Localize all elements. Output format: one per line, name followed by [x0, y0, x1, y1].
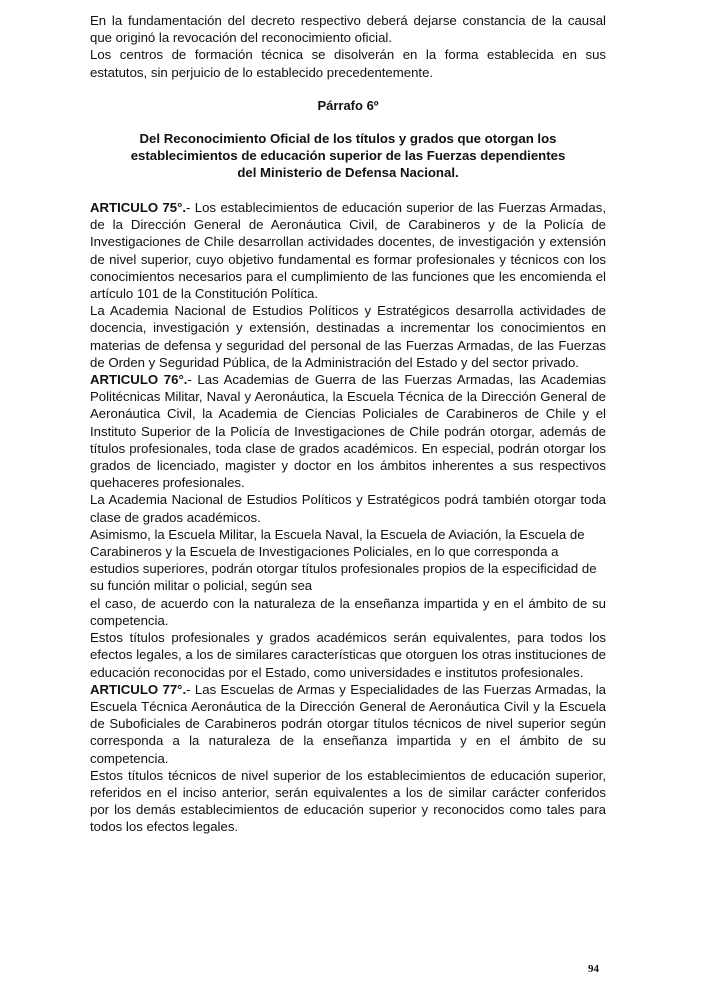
article-76-paragraph-3a: Asimismo, la Escuela Militar, la Escuela Naval, la Escuela de Aviación, la Escuela de Carabineros y la Escuela de Investigaciones Policiales, en lo que corresponda a estudios superiores, podrán otorgar títulos profesionales propios de la especificidad de su función militar o policial, según sea [90, 526, 597, 594]
article-77-paragraph-1 [90, 681, 606, 767]
article-75-label: ARTICULO 75°. [90, 200, 187, 216]
article-75-paragraph-2: La Academia Nacional de Estudios Políticos y Estratégicos desarrolla actividades de docencia, investigación y extensión, destinadas a incrementar los conocimientos en materias de defensa y seguridad del personal de las Fuerzas Armadas, de las Fuerzas de Orden y Seguridad Pública, de la Administración del Estado y del sector privado. [90, 303, 606, 370]
article-76-label: ARTICULO 76°. [90, 372, 188, 388]
section-heading: Párrafo 6º [317, 97, 379, 113]
intro-paragraph-1: En la fundamentación del decreto respectivo deberá dejarse constancia de la causal que originó la revocación del reconocimiento oficial. [90, 13, 606, 46]
article-76-text: - Las Academias de Guerra de las Fuerzas Armadas, las Academias Politécnicas Militar, Naval y Aeronáutica, la Escuela Técnica de la Dirección General de Aeronáutica Civil, la Academia de Ciencias Policiales de Carabineros de Chile y el Instituto Superior de la Policía de Investigaciones de Chile podrán otorgar, además de títulos profesionales, toda clase de grados académicos. En especial, podrán otorgar los grados de licenciado, magister y doctor en los ámbitos inherentes a sus respectivos quehaceres profesionales. [90, 372, 606, 491]
article-76-paragraph-1 [90, 371, 606, 491]
page-number: 94 [588, 963, 599, 975]
article-76-paragraph-4: Estos títulos profesionales y grados académicos serán equivalentes, para todos los efectos legales, a los de similares características que otorguen los otras instituciones de educación reconocidas por el Estado, como universidades e institutos profesionales. [90, 630, 606, 680]
article-77-label: ARTICULO 77°. [90, 681, 187, 697]
article-76-paragraph-2: La Academia Nacional de Estudios Políticos y Estratégicos podrá también otorgar toda clase de grados académicos. [90, 492, 606, 525]
article-76-paragraph-3b: el caso, de acuerdo con la naturaleza de la enseñanza impartida y en el ámbito de su competencia. [90, 595, 606, 628]
section-title-line: del Ministerio de Defensa Nacional. [237, 165, 459, 181]
article-77-text: - Las Escuelas de Armas y Especialidades de las Fuerzas Armadas, la Escuela Técnica Aeronáutica de la Dirección General de Aeronáutica Civil y la Escuela de Suboficiales de Carabineros podrán otorgar títulos técnicos de nivel superior según corresponda a la naturaleza de la enseñanza impartida y en el ámbito de su competencia. [90, 681, 606, 766]
article-77-paragraph-2: Estos títulos técnicos de nivel superior de los establecimientos de educación superior, referidos en el inciso anterior, serán equivalentes a los de similar carácter conferidos por los demás establecimientos de educación superior y reconocidos como tales para todos los efectos legales. [90, 767, 606, 835]
section-title [90, 130, 606, 181]
intro-paragraph-2: Los centros de formación técnica se disolverán en la forma establecida en sus estatutos, sin perjuicio de lo establecido precedentemente. [90, 47, 606, 80]
article-75-paragraph-1 [90, 199, 606, 302]
document-page [90, 12, 606, 836]
section-title-line: establecimientos de educación superior de las Fuerzas dependientes [130, 148, 566, 164]
section-title-line: Del Reconocimiento Oficial de los títulos y grados que otorgan los [139, 131, 557, 147]
article-75-text: - Los establecimientos de educación superior de las Fuerzas Armadas, de la Dirección General de Aeronáutica Civil, de Carabineros y de la Policía de Investigaciones de Chile desarrollan actividades docentes, de investigación y extensión de nivel superior, cuyo objetivo fundamental es formar profesionales y técnicos con los conocimientos necesarios para el cumplimiento de las funciones que les encomienda el artículo 101 de la Constitución Política. [90, 200, 606, 302]
